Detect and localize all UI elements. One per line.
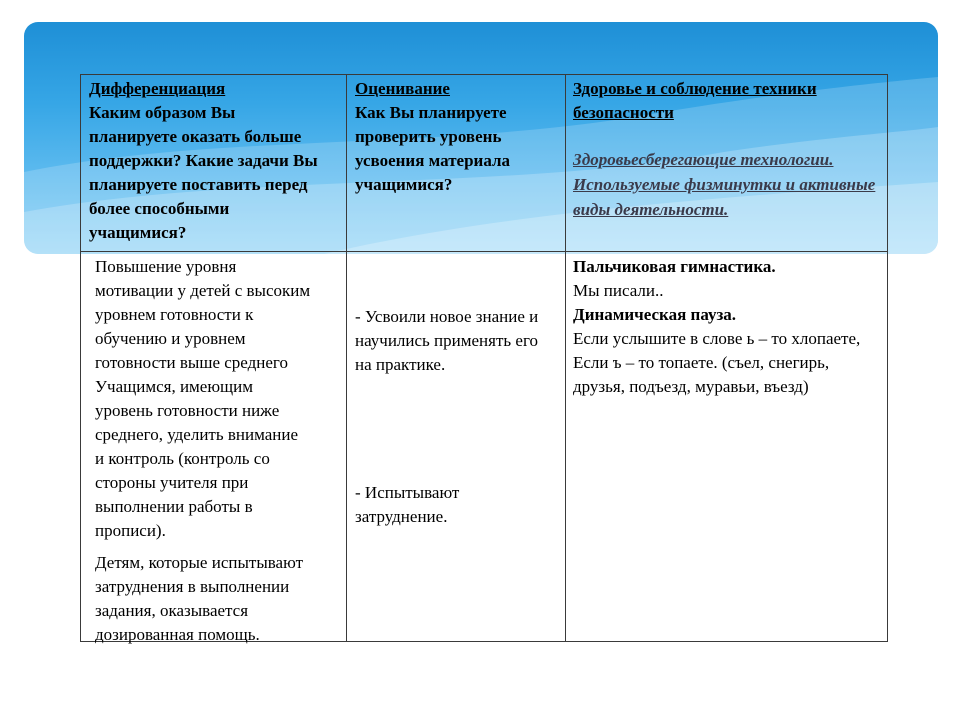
header-line: усвоения материала	[355, 151, 511, 170]
note-line: Используемые физминутки и активные	[573, 175, 876, 194]
header-title: Здоровье и соблюдение техники	[573, 79, 817, 98]
header-line: учащимися?	[89, 223, 187, 242]
text-line: дозированная помощь.	[95, 625, 260, 644]
text-line: мотивации у детей с высоким	[95, 281, 311, 300]
header-line: планируете поставить перед	[89, 175, 308, 194]
text-line: Повышение уровня	[95, 257, 237, 276]
header-line: Каким образом Вы	[89, 103, 236, 122]
header-line: проверить уровень	[355, 127, 502, 146]
lesson-plan-table	[80, 74, 888, 642]
text-line: Динамическая пауза.	[573, 305, 737, 324]
text-line: - Испытывают	[355, 483, 460, 502]
assessment-content-1	[355, 305, 563, 377]
text-line: среднего, уделить внимание	[95, 425, 298, 444]
health-note	[573, 147, 885, 222]
header-title: Дифференциация	[89, 79, 226, 98]
header-title: Оценивание	[355, 79, 450, 98]
text-line: готовности выше среднего	[95, 353, 288, 372]
differentiation-content	[95, 255, 345, 647]
text-line: друзья, подъезд, муравьи, въезд)	[573, 377, 809, 396]
assessment-content-2	[355, 481, 563, 529]
column-divider	[346, 75, 347, 641]
text-line: уровень готовности ниже	[95, 401, 280, 420]
text-line: затруднение.	[355, 507, 448, 526]
text-line: стороны учителя при	[95, 473, 249, 492]
text-line: Если услышите в слове ь – то хлопаете,	[573, 329, 861, 348]
note-line: Здоровьесберегающие технологии.	[573, 150, 834, 169]
text-line: Пальчиковая гимнастика.	[573, 257, 776, 276]
text-line: Детям, которые испытывают	[95, 553, 303, 572]
note-line: виды деятельности.	[573, 200, 729, 219]
text-line: Мы писали..	[573, 281, 664, 300]
text-line: прописи).	[95, 521, 166, 540]
text-line: уровнем готовности к	[95, 305, 254, 324]
text-line: Если ъ – то топаете. (съел, снегирь,	[573, 353, 830, 372]
header-assessment	[355, 77, 563, 197]
header-health	[573, 77, 885, 222]
header-line: планируете оказать больше	[89, 127, 302, 146]
text-line: и контроль (контроль со	[95, 449, 270, 468]
text-line: выполнении работы в	[95, 497, 253, 516]
header-differentiation	[89, 77, 344, 245]
column-divider	[565, 75, 566, 641]
text-line: Учащимся, имеющим	[95, 377, 253, 396]
text-line: обучению и уровнем	[95, 329, 246, 348]
health-content	[573, 255, 885, 399]
header-line: более способными	[89, 199, 230, 218]
row-divider	[81, 251, 887, 252]
text-line: научились применять его	[355, 331, 538, 350]
text-line: на практике.	[355, 355, 446, 374]
header-line: Как Вы планируете	[355, 103, 507, 122]
text-line: затруднения в выполнении	[95, 577, 290, 596]
header-line: учащимися?	[355, 175, 453, 194]
text-line: задания, оказывается	[95, 601, 249, 620]
header-line: поддержки? Какие задачи Вы	[89, 151, 318, 170]
header-title-cont: безопасности	[573, 103, 674, 122]
text-line: - Усвоили новое знание и	[355, 307, 539, 326]
